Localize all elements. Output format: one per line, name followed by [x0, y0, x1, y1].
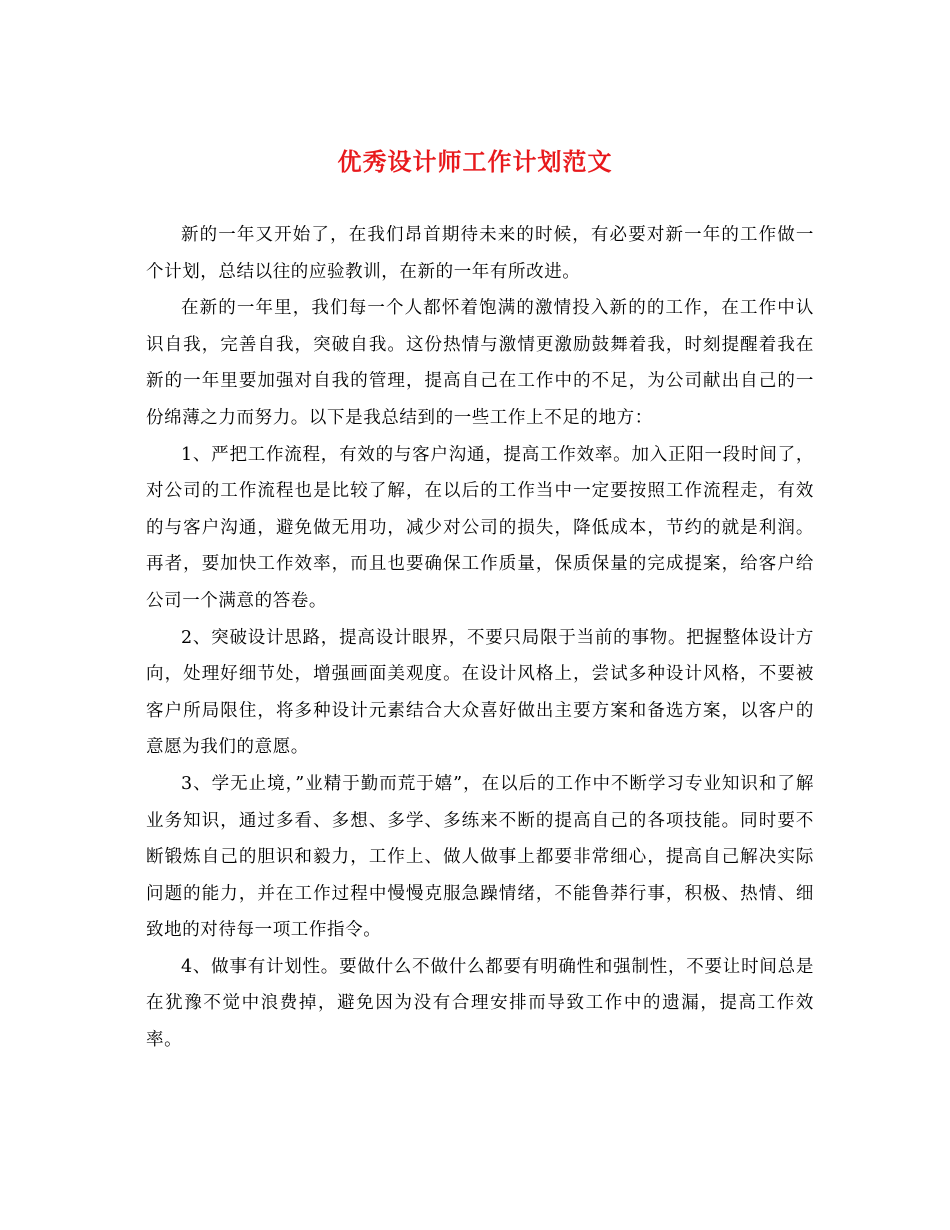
document-body [146, 217, 814, 1059]
paragraph-new-year: 在新的一年里，我们每一个人都怀着饱满的激情投入新的的工作，在工作中认识自我，完善自我，突破自我。这份热情与激情更激励鼓舞着我，时刻提醒着我在新的一年里要加强对自我的管理，提高自己在工作中的不足，为公司献出自己的一份绵薄之力而努力。以下是我总结到的一些工作上不足的地方： [146, 298, 814, 428]
document-title: 优秀设计师工作计划范文 [337, 147, 613, 176]
paragraph-point-3: 3、学无止境，”业精于勤而荒于嬉”，在以后的工作中不断学习专业知识和了解业务知识，通过多看、多想、多学、多练来不断的提高自己的各项技能。同时要不断锻炼自己的胆识和毅力，工作上、做人做事上都要非常细心，提高自己解决实际问题的能力，并在工作过程中慢慢克服急躁情绪，不能鲁莽行事，积极、热情、细致地的对待每一项工作指令。 [146, 773, 814, 941]
paragraph-point-2: 2、突破设计思路，提高设计眼界，不要只局限于当前的事物。把握整体设计方向，处理好细节处，增强画面美观度。在设计风格上，尝试多种设计风格，不要被客户所局限住，将多种设计元素结合大众喜好做出主要方案和备选方案，以客户的意愿为我们的意愿。 [146, 627, 814, 758]
paragraph-intro: 新的一年又开始了，在我们昂首期待未来的时候，有必要对新一年的工作做一个计划，总结以往的应验教训，在新的一年有所改进。 [146, 225, 814, 282]
paragraph-point-4: 4、做事有计划性。要做什么不做什么都要有明确性和强制性，不要让时间总是在犹豫不觉中浪费掉，避免因为没有合理安排而导致工作中的遗漏，提高工作效率。 [146, 956, 814, 1051]
paragraph-point-1: 1、严把工作流程，有效的与客户沟通，提高工作效率。加入正阳一段时间了，对公司的工作流程也是比较了解，在以后的工作当中一定要按照工作流程走，有效的与客户沟通，避免做无用功，减少对公司的损失，降低成本，节约的就是利润。再者，要加快工作效率，而且也要确保工作质量，保质保量的完成提案，给客户给公司一个满意的答卷。 [146, 444, 814, 611]
